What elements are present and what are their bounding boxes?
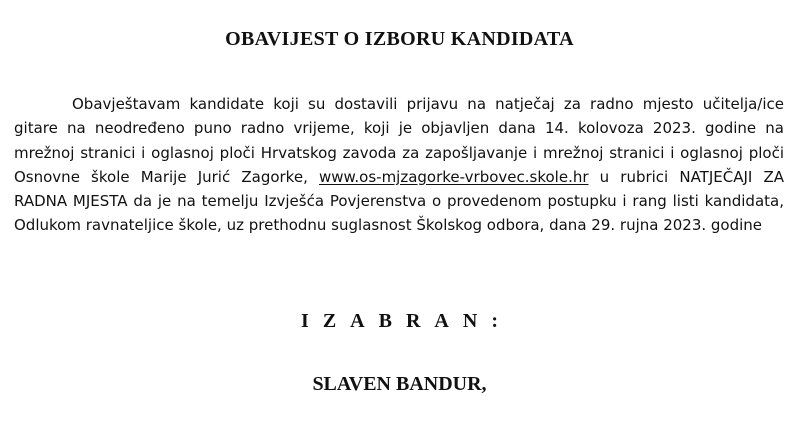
selected-heading-letter: R [405,310,421,332]
paragraph-text-after-link: u rubrici NATJEČAJI ZA RADNA MJESTA da je na temelju Izvješća Povjerenstva o provedenom postupku i rang listi kandidata, Odlukom ravnateljice škole, uz prethodnu suglasnost Školskog odbora, dana 29. rujna 2023. godine [14,167,784,235]
selected-heading [0,310,799,333]
selected-heading-letter: A [350,310,365,332]
selected-heading-letter: A [434,310,449,332]
candidate-name: SLAVEN BANDUR, [312,373,487,395]
paragraph-text-before-link: Obavještavam kandidate koji su dostavili prijavu na natječaj za radno mjesto učitelja/ice gitare na neodređeno puno radno vrijeme, koji je objavljen dana 14. kolovoza 2023. godine na mrežnoj stranici i oglasnoj ploči Hrvatskog zavoda za zapošljavanje i mrežnoj stranici i oglasnoj ploči Osnovne škole Marije Jurić Zagorke, [14,95,784,186]
announcement-paragraph [14,92,784,238]
selected-heading-letter: I [301,310,309,332]
document-title: OBAVIJEST O IZBORU KANDIDATA [225,28,574,50]
school-website-link[interactable]: www.os-mjzagorke-vrbovec.skole.hr [318,167,589,186]
selected-heading-letter: : [491,310,498,332]
selected-heading-letter: Z [322,310,337,332]
selected-heading-letter: B [378,310,392,332]
selected-heading-letter: N [462,310,478,332]
